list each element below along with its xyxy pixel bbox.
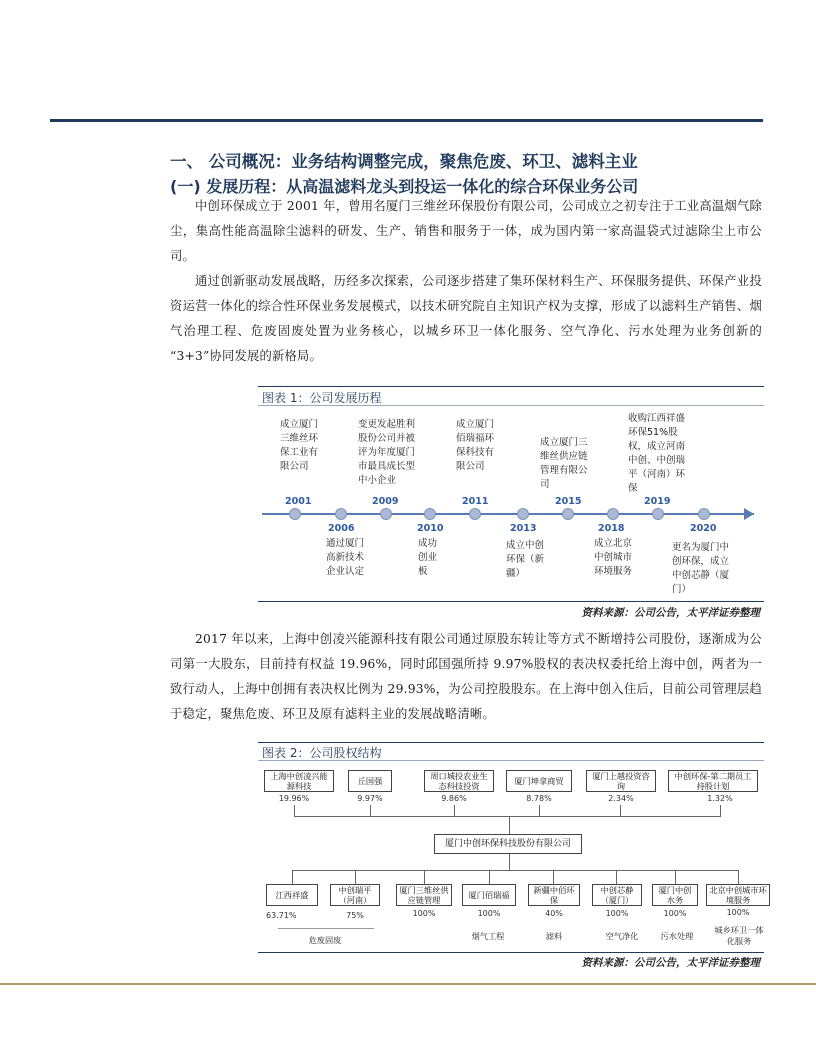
paragraph-shareholding: 2017 年以来，上海中创凌兴能源科技有限公司通过原股东转让等方式不断增持公司股份，逐渐成为公司第一大股东，目前持有权益 19.96%，同时邱国强所持 9.97%股权的表决权委托给上海中创，两者为一致行动人，上海中创拥有表决权比例为 29.93%，为公司控股股东。在上海中创入住后，目前公司管理层趋于稳定，聚焦危废、环卫及原有滤料主业的发展战略清晰。 <box>170 632 762 721</box>
connector <box>509 854 510 870</box>
connector <box>720 805 721 816</box>
shareholder-pct: 8.78% <box>526 794 552 803</box>
timeline-dot <box>289 508 301 520</box>
category-label: 危废固废 <box>308 935 342 945</box>
subsidiary-box: 中创瑞平（河南） <box>330 884 380 906</box>
figure2-title: 图表 2：公司股权结构 <box>262 746 382 760</box>
subsidiary-pct: 75% <box>346 911 364 920</box>
subsidiary-box: 厦门佰瑞福 <box>462 884 516 906</box>
timeline-year-2018: 2018 <box>598 523 625 534</box>
subsidiary-pct: 100% <box>605 909 629 918</box>
footer-rule <box>0 983 816 985</box>
connector <box>424 870 425 884</box>
shareholder-box: 厦门坤拿商贸 <box>506 770 572 792</box>
timeline-dot <box>335 508 347 520</box>
subsidiary-pct: 100% <box>477 909 501 918</box>
timeline-dot <box>562 508 574 520</box>
paragraph-intro: 中创环保成立于 2001 年，曾用名厦门三维丝环保股份有限公司，公司成立之初专注于工业高温烟气除尘，集高性能高温除尘滤料的研发、生产、销售和服务于一体，成为国内第一家高温袋式过滤除尘上市公司。 <box>170 199 762 263</box>
subsidiary-pct: 40% <box>545 909 563 918</box>
timeline-year-2006: 2006 <box>328 523 355 534</box>
shareholder-box: 中创环保-第二期员工持股计划 <box>668 770 758 792</box>
figure2-title-rule <box>258 760 764 761</box>
connector <box>294 816 721 817</box>
timeline-arrow-icon <box>744 508 754 520</box>
timeline-dot <box>652 508 664 520</box>
connector <box>370 805 371 816</box>
timeline-dot <box>517 508 529 520</box>
connector <box>620 805 621 816</box>
connector <box>294 805 295 816</box>
subsidiary-box: 厦门中创水务 <box>652 884 698 906</box>
subsidiary-box: 厦门三维丝供应链管理 <box>396 884 452 906</box>
connector <box>489 870 490 884</box>
shareholder-box: 周口城投农业生态科技投资 <box>424 770 494 792</box>
bracket <box>278 928 374 929</box>
figure1-source: 资料来源：公司公告，太平洋证券整理 <box>581 607 760 619</box>
subsidiary-box: 北京中创城市环境服务 <box>706 884 770 906</box>
shareholder-box: 丘国强 <box>348 770 392 792</box>
figure1-title: 图表 1：公司发展历程 <box>262 391 382 405</box>
subsidiary-pct: 100% <box>412 909 436 918</box>
connector <box>509 816 510 834</box>
figure2-top-rule <box>258 742 764 743</box>
shareholder-box: 厦门上越投资咨询 <box>586 770 656 792</box>
shareholder-pct: 19.96% <box>278 794 310 803</box>
timeline-dot <box>469 508 481 520</box>
timeline-year-2001: 2001 <box>285 496 312 507</box>
shareholder-pct: 2.34% <box>608 794 634 803</box>
connector <box>355 870 356 884</box>
timeline-year-2013: 2013 <box>510 523 537 534</box>
connector <box>675 870 676 884</box>
timeline-dot <box>607 508 619 520</box>
timeline-event-2001: 成立厦门三维丝环保工业有限公司 <box>280 419 319 472</box>
timeline-event-2013: 成立中创环保（新疆） <box>506 540 545 579</box>
connector <box>454 805 455 816</box>
timeline-event-2011: 成立厦门佰瑞福环保科技有限公司 <box>456 419 495 472</box>
connector <box>553 870 554 884</box>
timeline-year-2020: 2020 <box>690 523 717 534</box>
shareholder-box: 上海中创凌兴能源科技 <box>264 770 334 792</box>
category-label: 滤料 <box>545 931 563 941</box>
subsidiary-box: 江西祥盛 <box>266 884 318 906</box>
figure1-title-rule <box>258 405 764 406</box>
figure1-bottom-rule <box>258 601 764 602</box>
timeline-dot <box>380 508 392 520</box>
timeline-event-2018: 成立北京中创城市环境服务 <box>594 538 633 577</box>
timeline-year-2009: 2009 <box>372 496 399 507</box>
connector <box>292 870 739 871</box>
shareholder-pct: 9.97% <box>357 794 383 803</box>
company-center-box: 厦门中创环保科技股份有限公司 <box>434 834 582 854</box>
connector <box>738 870 739 884</box>
timeline-year-2011: 2011 <box>462 496 489 507</box>
connector <box>539 805 540 816</box>
timeline-event-2009: 变更发起胜利股份公司并被评为年度厦门市最具成长型中小企业 <box>358 419 416 486</box>
subsection-heading: (一) 发展历程：从高温滤料龙头到投运一体化的综合环保业务公司 <box>170 177 639 196</box>
timeline-year-2019: 2019 <box>644 496 671 507</box>
category-label: 污水处理 <box>660 931 694 941</box>
shareholder-pct: 9.86% <box>441 794 467 803</box>
timeline-year-2015: 2015 <box>555 496 582 507</box>
connector <box>292 870 293 884</box>
subsidiary-box: 中创芯静（厦门） <box>592 884 642 906</box>
timeline-dot <box>698 508 710 520</box>
figure1-top-rule <box>258 386 764 387</box>
category-label: 烟气工程 <box>471 931 505 941</box>
connector <box>616 870 617 884</box>
timeline-year-2010: 2010 <box>417 523 444 534</box>
subsidiary-pct: 100% <box>663 909 687 918</box>
timeline-dot <box>424 508 436 520</box>
timeline-event-2019: 收购江西祥盛环保51%股权，成立河南中创、中创瑞平（河南）环保 <box>628 413 686 494</box>
figure2-source: 资料来源：公司公告，太平洋证券整理 <box>581 957 760 969</box>
timeline-event-2010: 成功创业板 <box>418 538 438 577</box>
header-rule <box>50 119 763 122</box>
figure2-bottom-rule <box>258 952 764 953</box>
subsidiary-pct: 63.71% <box>266 911 297 920</box>
timeline-event-2006: 通过厦门高新技术企业认定 <box>326 538 365 577</box>
timeline-event-2020: 更名为厦门中创环保，成立中创芯静（厦门） <box>672 542 730 595</box>
paragraph-strategy: 通过创新驱动发展战略，历经多次探索，公司逐步搭建了集环保材料生产、环保服务提供、环保产业投资运营一体化的综合性环保业务发展模式，以技术研究院自主知识产权为支撑，形成了以滤料生产销售、烟气治理工程、危废固废处置为业务核心，以城乡环卫一体化服务、空气净化、污水处理为业务创新的 “3+3”协同发展的新格局。 <box>170 274 762 363</box>
shareholder-pct: 1.32% <box>707 794 733 803</box>
subsidiary-pct: 100% <box>726 908 750 917</box>
subsidiary-box: 新疆中佰环保 <box>528 884 580 906</box>
category-label: 城乡环卫一体化服务 <box>714 925 764 946</box>
timeline-event-2015: 成立厦门三维丝供应链管理有限公司 <box>540 437 588 490</box>
category-label: 空气净化 <box>605 931 639 941</box>
section-heading: 一、 公司概况：业务结构调整完成，聚焦危废、环卫、滤料主业 <box>170 152 638 171</box>
